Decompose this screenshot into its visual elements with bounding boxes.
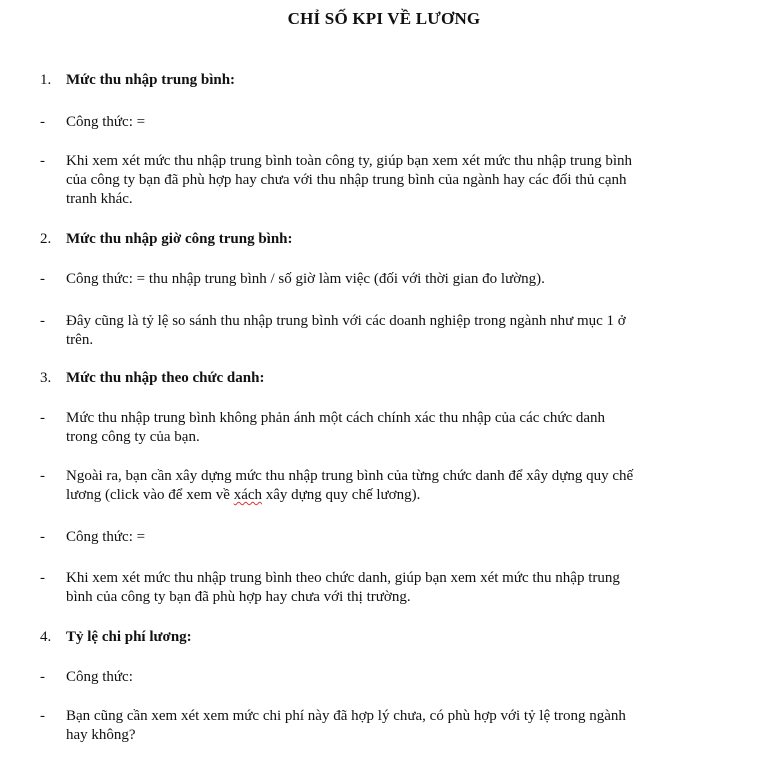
bullet-dash: -: [40, 669, 45, 685]
section-number: 1.: [40, 72, 52, 88]
bullet-text: Công thức: = thu nhập trung bình / số giờ làm việc (đối với thời gian đo lường).: [66, 271, 545, 287]
bullet-text: [66, 152, 726, 209]
bullet-text: [66, 569, 726, 607]
text-line: Ngoài ra, bạn cần xây dựng mức thu nhập trung bình của từng chức danh để xây dựng quy chế: [66, 468, 634, 484]
bullet-dash: -: [40, 468, 45, 484]
bullet-dash: -: [40, 313, 45, 329]
text-line: Bạn cũng cần xem xét xem mức chi phí này đã hợp lý chưa, có phù hợp với tỷ lệ trong ngành: [66, 708, 626, 724]
text-line: Mức thu nhập trung bình không phản ánh một cách chính xác thu nhập của các chức danh: [66, 410, 606, 426]
bullet-text: Công thức: =: [66, 529, 146, 545]
bullet-dash: -: [40, 153, 45, 169]
text-run: xây dựng quy chế lương).: [262, 487, 421, 503]
text-line: Đây cũng là tỷ lệ so sánh thu nhập trung bình với các doanh nghiệp trong ngành như mục 1 ở: [66, 313, 626, 329]
document-title: CHỈ SỐ KPI VỀ LƯƠNG: [287, 9, 481, 28]
bullet-text: [66, 467, 726, 505]
section-heading-text: Mức thu nhập theo chức danh:: [66, 370, 265, 386]
bullet-text: [66, 312, 726, 350]
section-number: 2.: [40, 231, 52, 247]
section-number: 3.: [40, 370, 52, 386]
bullet-text: [66, 409, 726, 447]
text-line: Khi xem xét mức thu nhập trung bình theo chức danh, giúp bạn xem xét mức thu nhập trung: [66, 570, 620, 586]
bullet-text: [66, 707, 726, 745]
text-line: [66, 486, 726, 505]
bullet-dash: -: [40, 570, 45, 586]
bullet-dash: -: [40, 410, 45, 426]
bullet-dash: -: [40, 271, 45, 287]
text-run: lương (click vào để xem về: [66, 487, 234, 503]
text-line: bình của công ty bạn đã phù hợp hay chưa với thị trường.: [66, 589, 411, 605]
bullet-dash: -: [40, 708, 45, 724]
bullet-dash: -: [40, 114, 45, 130]
text-line: trên.: [66, 332, 94, 348]
text-line: trong công ty của bạn.: [66, 429, 200, 445]
bullet-text: Công thức: =: [66, 114, 146, 130]
section-heading-text: Mức thu nhập trung bình:: [66, 72, 236, 88]
text-line: của công ty bạn đã phù hợp hay chưa với thu nhập trung bình của ngành hay các đối thủ cạnh: [66, 172, 627, 188]
section-heading-text: Mức thu nhập giờ công trung bình:: [66, 231, 293, 247]
bullet-text: Công thức:: [66, 669, 133, 685]
spellcheck-underlined-word: xách: [233, 487, 263, 503]
text-line: tranh khác.: [66, 191, 133, 207]
section-number: 4.: [40, 629, 52, 645]
text-line: Khi xem xét mức thu nhập trung bình toàn công ty, giúp bạn xem xét mức thu nhập trung bình: [66, 153, 633, 169]
bullet-dash: -: [40, 529, 45, 545]
text-line: hay không?: [66, 727, 136, 743]
section-heading-text: Tỷ lệ chi phí lương:: [66, 629, 192, 645]
